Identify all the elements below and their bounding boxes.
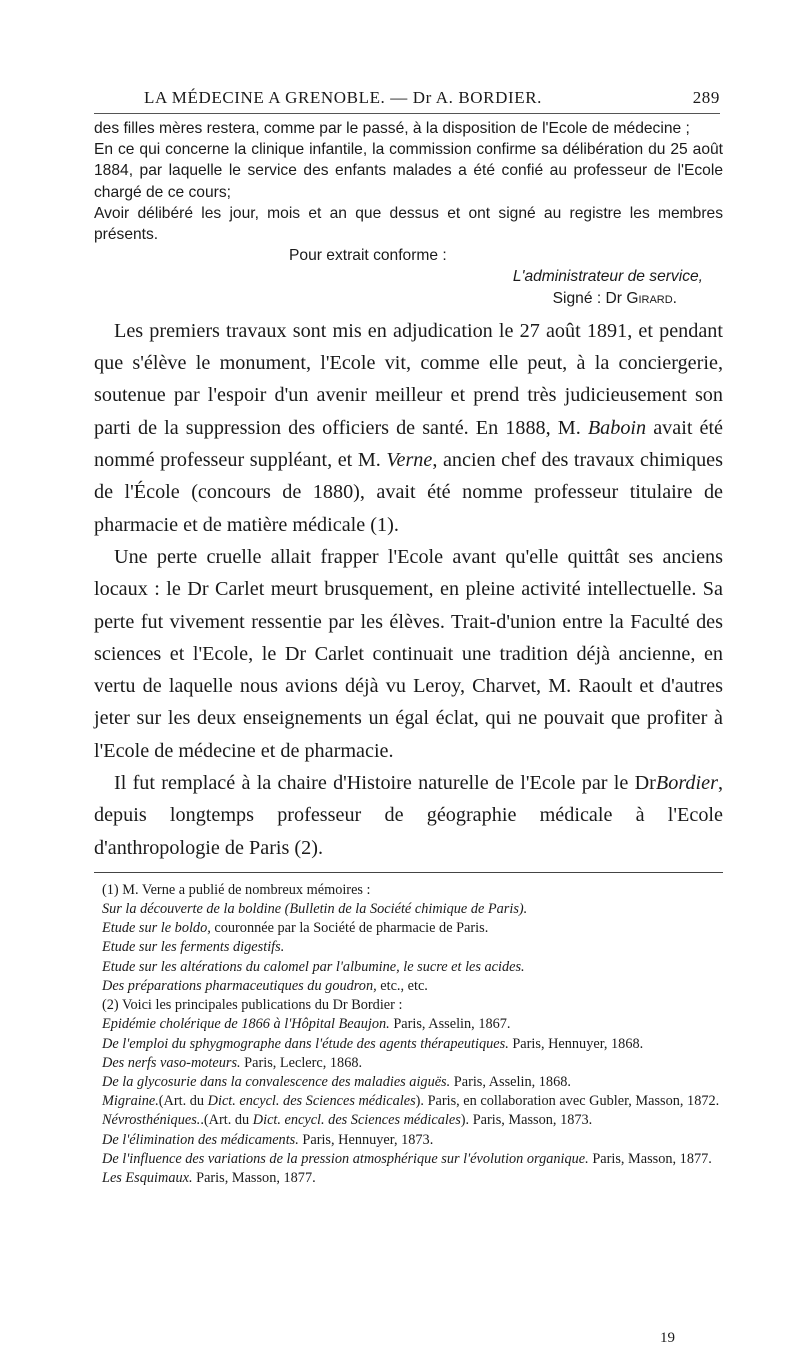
publication-entry [94, 1035, 723, 1054]
publication-imprint: ). Paris, Masson, 1873. [460, 1112, 593, 1129]
deliberation-para-1: des filles mères restera, comme par le passé, à la disposition de l'Ecole de médecine ; [94, 120, 690, 137]
footnote-1-title: Des préparations pharmaceutiques du goudron, [102, 977, 377, 994]
footnote-1-intro: (1) M. Verne a publié de nombreux mémoires : [102, 881, 371, 898]
publication-imprint: Paris, Hennuyer, 1873. [302, 1131, 434, 1148]
publication-title: De l'élimination des médicaments. [102, 1131, 299, 1148]
main-paragraph-3 [94, 767, 723, 864]
deliberation-para-2: En ce qui concerne la clinique infantile, la commission confirme sa délibération du 25 août 1884, par laquelle le service des enfants malades a été confié au professeur de l'Ecole chargé de ce cours; [94, 141, 723, 201]
signature-mark: 19 [660, 1330, 675, 1346]
publication-title: Migraine. [102, 1093, 159, 1110]
name-baboin: Baboin [587, 416, 647, 439]
quoted-deliberation [94, 118, 723, 309]
footnotes [94, 881, 723, 1188]
p3-text-b: , depuis longtemps professeur de géographie médicale à l'Ecole d'anthropologie de Paris (2). [94, 771, 723, 859]
footnote-1-item: Etude sur les altérations du calomel par l'albumine, le sucre et les acides. [102, 958, 525, 975]
publication-source: Dict. encycl. des Sciences médicales [252, 1112, 461, 1129]
running-title: LA MÉDECINE A GRENOBLE. — Dr A. BORDIER. [144, 88, 542, 107]
publication-entry [94, 1131, 723, 1150]
signed-prefix: Signé : Dr [552, 289, 622, 307]
signatory-role: L'administrateur de service, [512, 268, 703, 286]
footnote-1-item: Etude sur les ferments digestifs. [102, 939, 285, 956]
header-rule [94, 113, 720, 114]
publication-note-pre: (Art. du [158, 1093, 205, 1110]
publication-entry [94, 1150, 723, 1169]
main-paragraph-2: Une perte cruelle allait frapper l'Ecole avant qu'elle quittât ses anciens locaux : le Dr Carlet meurt brusquement, en pleine activité intellectuelle. Sa perte fut vivement ressentie par les élèves. Trait-d'union entre la Faculté des sciences et l'Ecole, le Dr Carlet continuait une tradition déjà ancienne, en vertu de laquelle nous avions déjà vu Leroy, Charvet, M. Raoult et d'autres jeter sur les deux enseignements un égal éclat, qui ne pouvait que profiter à l'Ecole de médecine et de pharmacie. [94, 545, 723, 762]
footnote-2-intro: (2) Voici les principales publications du Dr Bordier : [102, 997, 403, 1014]
publication-imprint: Paris, Asselin, 1868. [453, 1073, 571, 1090]
publication-imprint: Paris, Leclerc, 1868. [244, 1054, 363, 1071]
publication-title: De l'influence des variations de la pression atmosphérique sur l'évolution organique. [102, 1150, 589, 1167]
publication-entry [94, 1054, 723, 1073]
p3-text-a: Il fut remplacé à la chaire d'Histoire naturelle de l'Ecole par le Dr [114, 771, 656, 794]
publication-entry [94, 1169, 723, 1188]
publication-note-pre: .(Art. du [200, 1112, 250, 1129]
publication-imprint: Paris, Asselin, 1867. [393, 1016, 511, 1033]
publication-imprint: ). Paris, en collaboration avec Gubler, Masson, 1872. [415, 1093, 720, 1110]
footnote-rule [94, 872, 723, 873]
publication-imprint: Paris, Masson, 1877. [196, 1169, 316, 1186]
deliberation-para-3: Avoir délibéré les jour, mois et an que dessus et ont signé au registre les membres présents. [94, 204, 723, 244]
publication-entry [94, 1111, 723, 1130]
publication-title: Epidémie cholérique de 1866 à l'Hôpital Beaujon. [102, 1016, 390, 1033]
extract-line: Pour extrait conforme : [289, 247, 447, 265]
p1-text-c: , ancien chef des travaux chimiques de l'École (concours de 1880), avait été nomme professeur titulaire de pharmacie et de matière médicale (1). [94, 449, 723, 536]
publication-entry [94, 1015, 723, 1034]
publication-source: Dict. encycl. des Sciences médicales [207, 1093, 416, 1110]
publication-title: Les Esquimaux. [102, 1169, 193, 1186]
footnote-1-tail: couronnée par la Société de pharmacie de Paris. [214, 920, 489, 937]
publication-title: Des nerfs vaso-moteurs. [102, 1054, 241, 1071]
publication-title: De l'emploi du sphygmographe dans l'étude des agents thérapeutiques. [102, 1035, 509, 1052]
footnote-1-item [94, 977, 723, 996]
page-number: 289 [692, 88, 720, 107]
publication-title: De la glycosurie dans la convalescence des maladies aiguës. [102, 1073, 451, 1090]
signatory-line [94, 288, 723, 309]
signatory-name: Girard. [626, 289, 677, 307]
main-paragraph-1 [94, 315, 723, 541]
footnote-1-item: Sur la découverte de la boldine (Bulletin de la Société chimique de Paris). [102, 901, 528, 918]
p1-text-b: avait été nommé professeur suppléant, et M. [94, 416, 724, 472]
publication-entry [94, 1073, 723, 1092]
publication-imprint: Paris, Masson, 1877. [592, 1150, 712, 1167]
main-text [94, 315, 723, 864]
name-verne: Verne [386, 449, 433, 472]
footnote-1-title: Etude sur le boldo, [102, 920, 211, 937]
publication-entry [94, 1092, 723, 1111]
publication-title: Névrosthéniques. [102, 1112, 201, 1129]
name-bordier: Bordier [655, 771, 718, 794]
publication-imprint: Paris, Hennuyer, 1868. [512, 1035, 644, 1052]
page-body [94, 118, 723, 1188]
p1-text-a: Les premiers travaux sont mis en adjudication le 27 août 1891, et pendant que s'élève le monument, l'Ecole vit, comme elle peut, à la conciergerie, soutenue par l'espoir d'un avenir meilleur et prend très judicieusement son parti de la suppression des officiers de santé. En 1888, M. [94, 319, 723, 439]
footnote-1-item [94, 919, 723, 938]
footnote-1-tail: etc., etc. [380, 977, 428, 994]
